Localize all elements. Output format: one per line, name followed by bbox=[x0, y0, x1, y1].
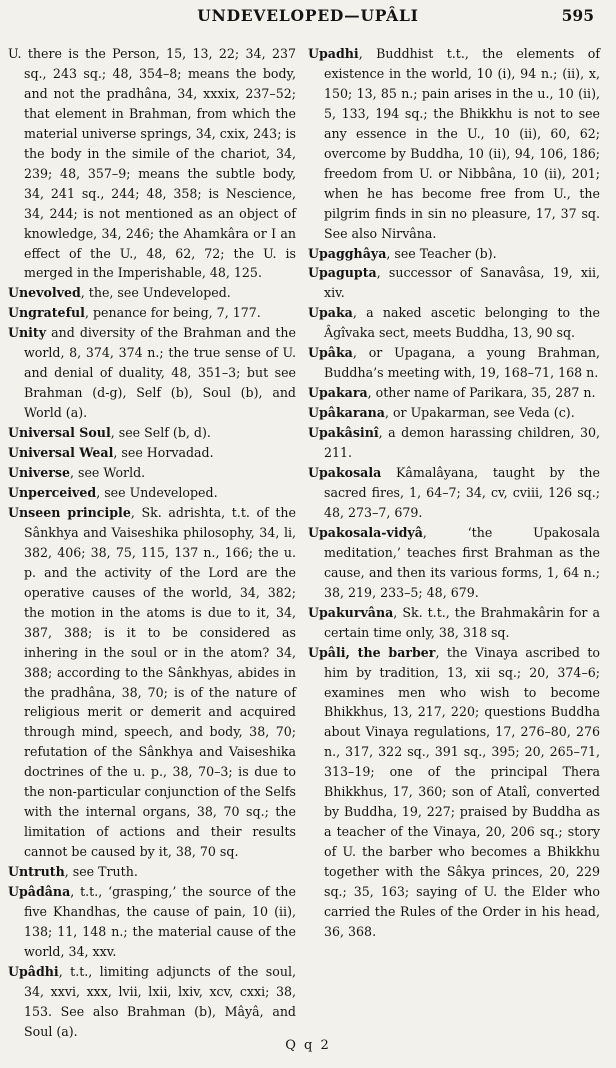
index-entry bbox=[308, 463, 600, 523]
index-entry bbox=[308, 603, 600, 643]
index-entry bbox=[308, 244, 600, 264]
entry-headword: Upaka bbox=[308, 305, 353, 321]
index-entry bbox=[8, 443, 296, 463]
entry-headword: Upakosala-vidyâ bbox=[308, 524, 423, 540]
entry-text: , see World. bbox=[70, 465, 146, 481]
entry-headword: Universal Soul bbox=[8, 425, 111, 441]
index-entry bbox=[8, 283, 296, 303]
entry-text: , a demon harassing children, 30, 211. bbox=[324, 425, 600, 461]
entry-text: , penance for being, 7, 177. bbox=[84, 305, 261, 321]
entry-headword: Upâka bbox=[308, 345, 353, 361]
index-entry bbox=[8, 882, 296, 962]
entry-text: , ‘the Upakosala meditation,’ teaches first Brahman as the cause, and then its various forms, 1, 64 n.; 38, 219, 233–5; 48, 679. bbox=[324, 524, 600, 600]
entry-text: , the, see Undeveloped. bbox=[80, 285, 231, 301]
entry-headword: Upakara bbox=[308, 385, 368, 401]
entry-text: Kâmalâyana, taught by the sacred fires, 1, 64–7; 34, cv, cviii, 126 sq.; 48, 273–7, 679. bbox=[324, 465, 600, 520]
entry-text: , Sk. t.t., the Brahmakârin for a certain time only, 38, 318 sq. bbox=[324, 604, 600, 640]
entry-text: , t.t., limiting adjuncts of the soul, 34, xxvi, xxx, lvii, lxii, lxiv, xcv, cxxi; 38, 153. See also Brahman (b), Mâyâ, and Soul (a). bbox=[24, 963, 296, 1039]
entry-headword: Upagghâya bbox=[308, 245, 387, 261]
entry-headword: Upâkarana bbox=[308, 405, 385, 421]
entry-headword: Upâdâna bbox=[8, 884, 71, 900]
index-entry bbox=[308, 423, 600, 463]
entry-headword: Upagupta bbox=[308, 265, 377, 281]
index-entry bbox=[308, 303, 600, 343]
index-entry bbox=[8, 463, 296, 483]
entry-text: , the Vinaya ascribed to him by tradition, 13, xii sq.; 20, 374–6; examines men who wish to become Bhikkhus, 13, 217, 220; questions Buddha about Vinaya regulations, 17, 276–80, 276 n., 317, 322 sq., 391 sq., 395; 20, 265–71, 313–19; one of the principal Thera Bhikkhus, 17, 360; son of Atalî, converted by Buddha, 19, 227; praised by Buddha as a teacher of the Vinaya, 20, 206 sq.; story of U. the barber who becomes a Bhikkhu together with the Sâkya princes, 20, 229 sq.; 35, 163; saying of U. the Elder who carried the Rules of the Order in his head, 36, 368. bbox=[324, 644, 600, 939]
entry-text: , see Undeveloped. bbox=[96, 484, 218, 500]
entry-text: , successor of Sanavâsa, 19, xii, xiv. bbox=[324, 265, 600, 301]
right-column bbox=[308, 44, 600, 942]
index-entry bbox=[8, 44, 296, 283]
entry-headword: Unseen principle bbox=[8, 504, 131, 520]
index-entry bbox=[308, 263, 600, 303]
entry-text: , t.t., ‘grasping,’ the source of the five Khandhas, the cause of pain, 10 (ii), 138; 11, 148 n.; the material cause of the world, 34, xxv. bbox=[24, 884, 296, 959]
entry-text: U. there is the Person, 15, 13, 22; 34, 237 sq., 243 sq.; 48, 354–8; means the body, and not the pradhâna, 34, xxxix, 237–52; that element in Brahman, from which the material universe springs, 34, cxix, 243; is the body in the simile of the chariot, 34, 239; 48, 357–9; means the subtle body, 34, 241 sq., 244; 48, 358; is Nescience, 34, 244; is not mentioned as an object of knowledge, 34, 246; the Ahamkâra or I an effect of the U., 48, 62, 72; the U. is merged in the Imperishable, 48, 125. bbox=[8, 46, 296, 281]
entry-headword: Upakâsinî bbox=[308, 425, 379, 441]
entry-text: , see Self (b, d). bbox=[110, 425, 211, 441]
index-entry bbox=[8, 962, 296, 1042]
index-entry bbox=[8, 503, 296, 862]
entry-headword: Upakosala bbox=[308, 465, 382, 481]
index-entry bbox=[308, 643, 600, 942]
entry-text: , a naked ascetic belonging to the Âgîvaka sect, meets Buddha, 13, 90 sq. bbox=[324, 305, 600, 341]
entry-headword: Upâli, the barber bbox=[308, 644, 436, 660]
entry-headword: Ungrateful bbox=[8, 305, 85, 321]
entry-headword: Universe bbox=[8, 465, 70, 481]
index-entry bbox=[308, 44, 600, 244]
entry-text: and diversity of the Brahman and the world, 8, 374, 374 n.; the true sense of U. and denial of duality, 48, 351–3; but see Brahman (d-g), Self (b), Soul (b), and World (a). bbox=[24, 325, 296, 421]
entry-headword: Universal Weal bbox=[8, 445, 114, 461]
entry-headword: Unperceived bbox=[8, 484, 97, 500]
index-entry bbox=[8, 323, 296, 423]
index-entry bbox=[308, 403, 600, 423]
entry-headword: Unity bbox=[8, 325, 47, 341]
entry-headword: Upâdhi bbox=[8, 963, 59, 979]
entry-text: , see Horvadad. bbox=[113, 445, 214, 461]
index-entry bbox=[8, 303, 296, 323]
entry-text: , or Upagana, a young Brahman, Buddha’s meeting with, 19, 168–71, 168 n. bbox=[324, 345, 600, 381]
entry-text: , other name of Parikara, 35, 287 n. bbox=[367, 385, 596, 401]
entry-text: , Buddhist t.t., the elements of existence in the world, 10 (i), 94 n.; (ii), x, 150; 13, 85 n.; pain arises in the u., 10 (ii), 5, 133, 194 sq.; the Bhikkhu is not to see any essence in the U., 10 (ii), 60, 62; overcome by Buddha, 10 (ii), 94, 106, 186; freedom from U. or Nibbâna, 10 (ii), 201; when he has become free from U., the pilgrim finds in sin no pleasure, 17, 37 sq. See also Nirvâna. bbox=[324, 46, 600, 241]
left-column bbox=[8, 44, 296, 1042]
signature-mark: Q q 2 bbox=[285, 1038, 331, 1053]
entry-text: , see Truth. bbox=[64, 864, 138, 880]
entry-text: , or Upakarman, see Veda (c). bbox=[384, 405, 575, 421]
index-entry bbox=[8, 483, 296, 503]
entry-headword: Upadhi bbox=[308, 46, 359, 61]
index-entry bbox=[308, 383, 600, 403]
index-entry bbox=[8, 862, 296, 882]
entry-text: , see Teacher (b). bbox=[386, 245, 497, 261]
index-entry bbox=[8, 423, 296, 443]
entry-headword: Unevolved bbox=[8, 285, 81, 301]
index-entry bbox=[308, 343, 600, 383]
entry-text: , Sk. adrishta, t.t. of the Sânkhya and Vaiseshika philosophy, 34, li, 382, 406; 38, 75, 115, 137 n., 166; the u. p. and the activity of the Lord are the operative causes of the world, 34, 382; the motion in the atoms is due to it, 34, 387, 388; is it to be considered as inhering in the soul or in the atom? 34, 388; according to the Sânkhyas, abides in the pradhâna, 38, 70; is of the nature of religious merit or demerit and acquired through mind, speech, and body, 38, 70; refutation of the Sânkhya and Vaiseshika doctrines of the u. p., 38, 70–3; is due to the non-particular conjunction of the Selfs with the internal organs, 38, 70 sq.; the limitation of actions and their results cannot be caused by it, 38, 70 sq. bbox=[24, 504, 296, 860]
entry-headword: Upakurvâna bbox=[308, 604, 394, 620]
page-number: 595 bbox=[561, 6, 594, 25]
entry-headword: Untruth bbox=[8, 864, 65, 880]
index-entry bbox=[308, 523, 600, 603]
running-head: UNDEVELOPED—UPÂLI bbox=[197, 6, 419, 25]
